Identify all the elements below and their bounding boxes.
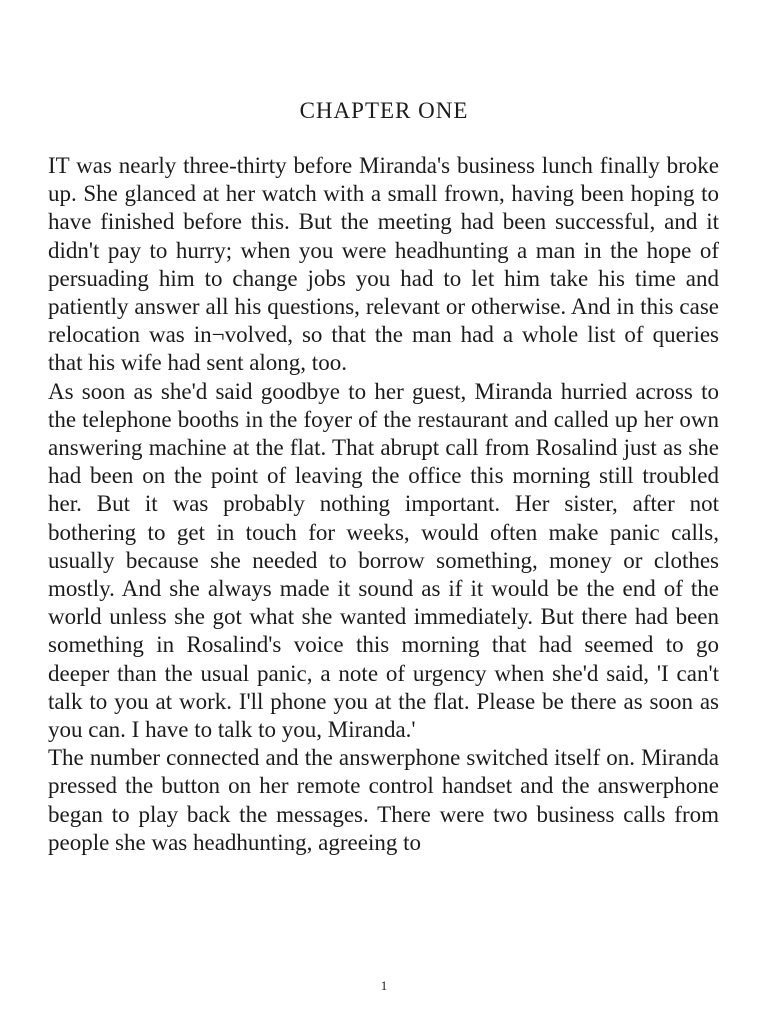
paragraph-2: As soon as she'd said goodbye to her guest, Miranda hurried across to the telephone booths in the foyer of the restaurant and called up her own answering machine at the flat. That abrupt call from Rosalind just as she had been on the point of leaving the office this morning still troubled her. But it was probably nothing important. Her sister, after not bothering to get in touch for weeks, would often make panic calls, usually because she needed to borrow something, money or clothes mostly. And she always made it sound as if it would be the end of the world unless she got what she wanted immediately. But there had been something in Rosalind's voice this morning that had seemed to go deeper than the usual panic, a note of urgency when she'd said, 'I can't talk to you at work. I'll phone you at the flat. Please be there as soon as you can. I have to talk to you, Miranda.' (48, 378, 719, 743)
chapter-title: CHAPTER ONE (299, 98, 469, 123)
paragraph-3: The number connected and the answerphone switched itself on. Miranda pressed the button on her remote control handset and the answerphone began to play back the messages. There were two business calls from people she was headhunting, agreeing to (48, 745, 719, 855)
paragraph-1: IT was nearly three-thirty before Miranda's business lunch finally broke up. She glanced at her watch with a small frown, having been hoping to have finished before this. But the meeting had been successful, and it didn't pay to hurry; when you were headhunting a man in the hope of persuading him to change jobs you had to let him take his time and patiently answer all his questions, relevant or otherwise. And in this case relocation was in¬volved, so that the man had a whole list of queries that his wife had sent along, too. (48, 153, 719, 376)
page-number: 1 (380, 978, 388, 993)
body-text (48, 152, 719, 857)
